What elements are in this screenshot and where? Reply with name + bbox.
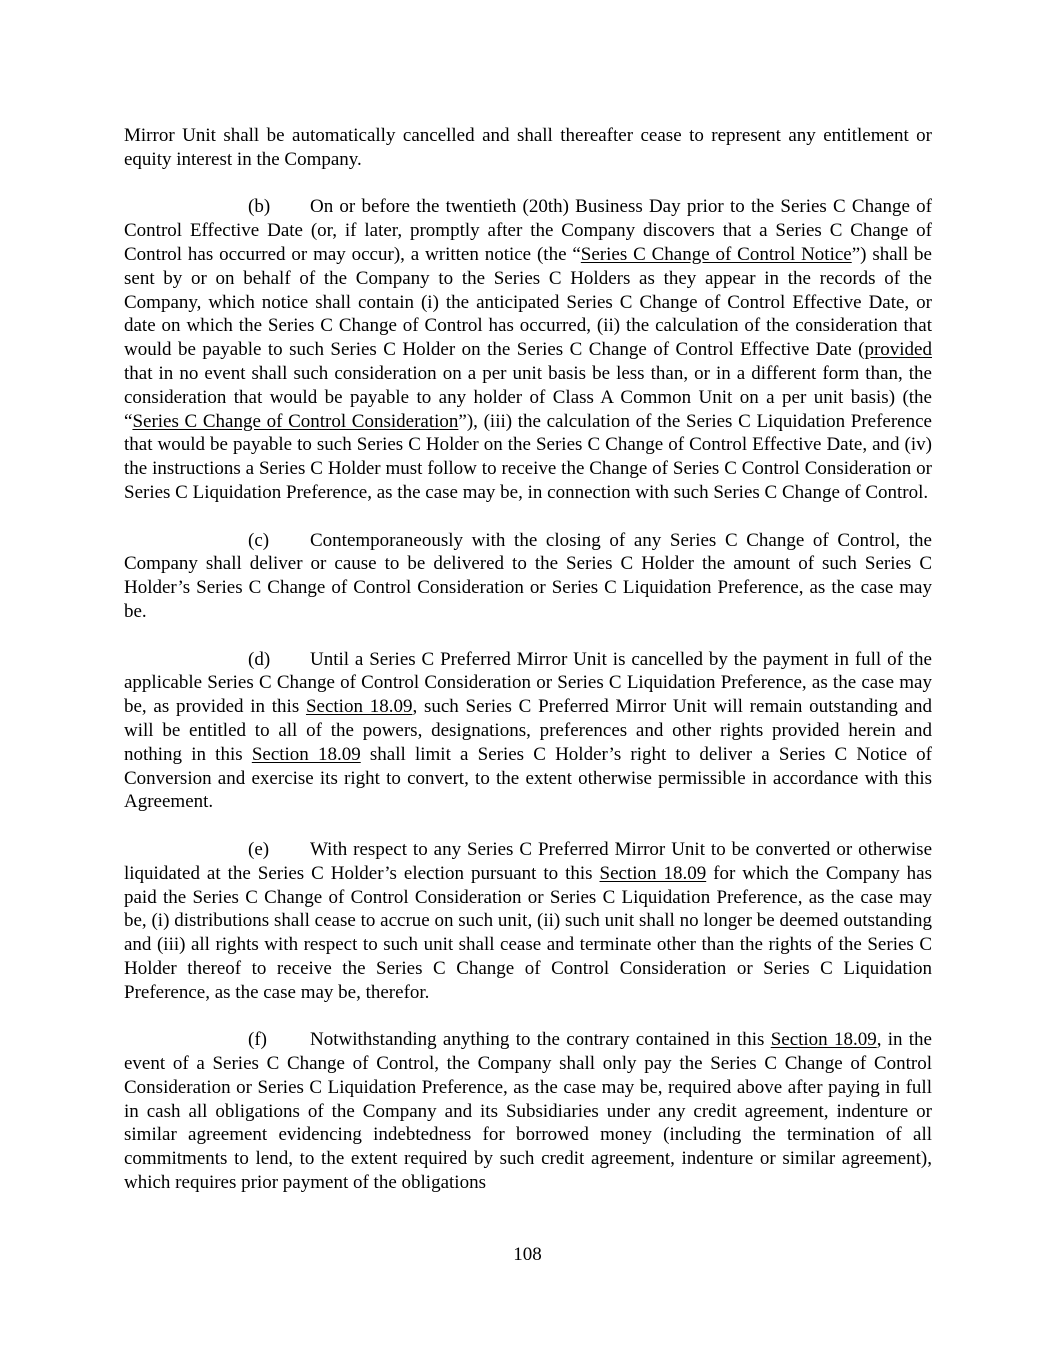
paragraph-text: for which the Company has paid the Series C Change of Control Consideration or Series C Liquidation Preference, as the case may be, (i) distributions shall cease to accrue on such unit, (ii) such unit shall no longer be deemed outstanding and (iii) all rights with respect to such unit shall cease and terminate other than the rights of the Series C Holder thereof to receive the Series C Change of Control Consideration or Series C Liquidation Preference, as the case may be, therefor. xyxy=(124,862,932,1003)
section-reference: Section 18.09 xyxy=(251,743,361,765)
section-reference: Section 18.09 xyxy=(770,1029,877,1051)
defined-term: provided xyxy=(864,339,932,361)
paragraph-text: , in the event of a Series C Change of Control, the Company shall only pay the Series C Change of Control Consideration or Series C Liquidation Preference, as the case may be, required above after paying in full in cash all obligations of the Company and its Subsidiaries under any credit agreement, indenture or similar agreement evidencing indebtedness for borrowed money (including the termination of all commitments to lend, to the extent required by such credit agreement, indenture or similar agreement), which requires prior payment of the obligations xyxy=(124,1029,932,1194)
paragraph-text: With respect to any Series C Preferred Mirror Unit to be converted or otherwise liquidated at the Series C Holder’s election pursuant to this xyxy=(124,838,932,884)
paragraph-d xyxy=(124,648,932,815)
paragraph-text: that in no event shall such consideration on a per unit basis be less than, or in a different form than, the consideration that would be payable to any holder of Class A Common Unit on a per unit basis) (the “ xyxy=(124,362,932,432)
paragraph-label: (c) xyxy=(248,529,270,551)
section-reference: Section 18.09 xyxy=(599,862,707,884)
paragraph-text: shall limit a Series C Holder’s right to deliver a Series C Notice of Conversion and exercise its right to convert, to the extent otherwise permissible in accordance with this Agreement. xyxy=(124,743,932,813)
paragraph-text: Mirror Unit shall be automatically cancelled and shall thereafter cease to represent any entitlement or equity interest in the Company. xyxy=(124,125,932,170)
paragraph-text: Until a Series C Preferred Mirror Unit is cancelled by the payment in full of the applicable Series C Change of Control Consideration or Series C Liquidation Preference, as the case may be, as provided in this xyxy=(124,648,932,718)
document-page xyxy=(124,124,932,1219)
defined-term: Series C Change of Control Consideration xyxy=(132,410,459,432)
paragraph-e xyxy=(124,838,932,1005)
paragraph-label: (f) xyxy=(248,1029,267,1051)
paragraph-text: Contemporaneously with the closing of any Series C Change of Control, the Company shall deliver or cause to be delivered to the Series C Holder the amount of such Series C Holder’s Series C Change of Control Consideration or Series C Liquidation Preference, as the case may be. xyxy=(124,529,932,622)
paragraph-f xyxy=(124,1028,932,1195)
page-number: 108 xyxy=(513,1244,542,1265)
paragraph-label: (d) xyxy=(248,648,271,670)
paragraph-text: On or before the twentieth (20th) Business Day prior to the Series C Change of Control Effective Date (or, if later, promptly after the Company discovers that a Series C Change of Control has occurred or may occur), a written notice (the “ xyxy=(124,196,932,265)
paragraph-text: ”), (iii) the calculation of the Series C Liquidation Preference that would be payable to such Series C Holder on the Series C Change of Control Effective Date, and (iv) the instructions a Series C Holder must follow to receive the Change of Series C Control Consideration or Series C Liquidation Preference, as the case may be, in connection with such Series C Change of Control. xyxy=(124,410,932,503)
paragraph-continuation xyxy=(124,124,932,172)
paragraph-label: (b) xyxy=(248,196,271,218)
paragraph-c xyxy=(124,529,932,624)
section-reference: Section 18.09 xyxy=(305,696,413,718)
paragraph-text: ”) shall be sent by or on behalf of the Company to the Series C Holders as they appear in the records of the Company, which notice shall contain (i) the anticipated Series C Change of Control Effective Date, or date on which the Series C Change of Control has occurred, (ii) the calculation of the consideration that would be payable to such Series C Holder on the Series C Change of Control Effective Date ( xyxy=(124,243,932,361)
paragraph-text: Notwithstanding anything to the contrary contained in this xyxy=(310,1029,771,1051)
paragraph-text: , such Series C Preferred Mirror Unit will remain outstanding and will be entitled to all of the powers, designations, preferences and other rights provided herein and nothing in this xyxy=(124,696,933,765)
defined-term: Series C Change of Control Notice xyxy=(580,243,852,265)
paragraph-b xyxy=(124,195,932,504)
paragraph-label: (e) xyxy=(248,838,270,860)
